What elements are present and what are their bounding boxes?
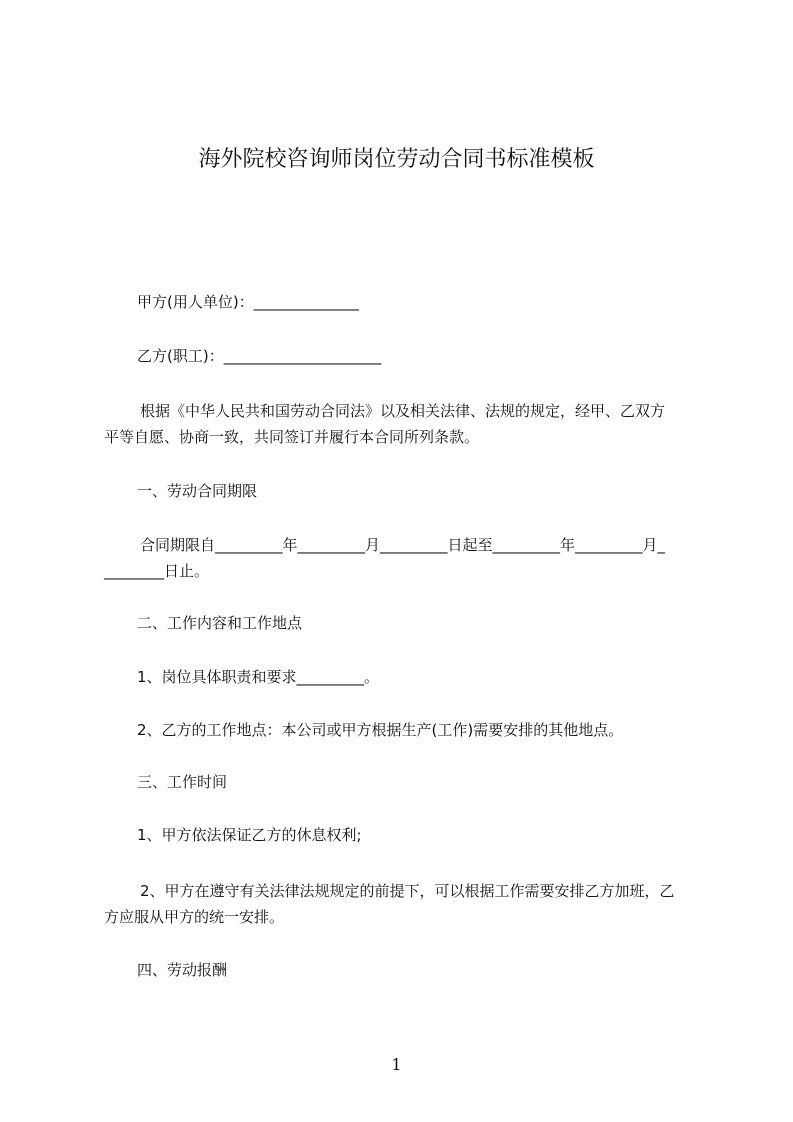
page-number: 1 — [391, 1055, 402, 1074]
section-2-heading: 二、工作内容和工作地点 — [137, 614, 303, 632]
term-line-1: 合同期限自_________年_________月_________日起至_________年_________月_ — [140, 536, 666, 554]
party-a-blank: ______________ — [253, 293, 359, 311]
party-b-blank: _____________________ — [223, 347, 382, 365]
item-3-2-line-2: 方应服从甲方的统一安排。 — [104, 908, 285, 926]
section-4-heading: 四、劳动报酬 — [137, 961, 228, 979]
intro-line-1: 根据《中华人民共和国劳动合同法》以及相关法律、法规的规定，经甲、乙双方 — [140, 402, 666, 420]
document-title: 海外院校咨询师岗位劳动合同书标准模板 — [198, 147, 595, 172]
party-b-line — [137, 345, 793, 366]
section-1-heading: 一、劳动合同期限 — [137, 482, 258, 500]
item-3-1: 1、甲方依法保证乙方的休息权利; — [137, 826, 362, 844]
section-3-heading: 三、工作时间 — [137, 773, 228, 791]
party-a-line — [137, 291, 793, 312]
item-3-2-line-1: 2、甲方在遵守有关法律法规规定的前提下，可以根据工作需要安排乙方加班，乙 — [140, 882, 675, 900]
term-line-2: ________日止。 — [104, 562, 210, 580]
item-2-1: 1、岗位具体职责和要求_________。 — [137, 668, 380, 686]
intro-line-2: 平等自愿、协商一致，共同签订并履行本合同所列条款。 — [104, 428, 480, 446]
item-2-2: 2、乙方的工作地点：本公司或甲方根据生产(工作)需要安排的其他地点。 — [137, 721, 624, 739]
party-a-label: 甲方(用人单位)： — [137, 293, 254, 311]
party-b-label: 乙方(职工)： — [137, 347, 224, 365]
